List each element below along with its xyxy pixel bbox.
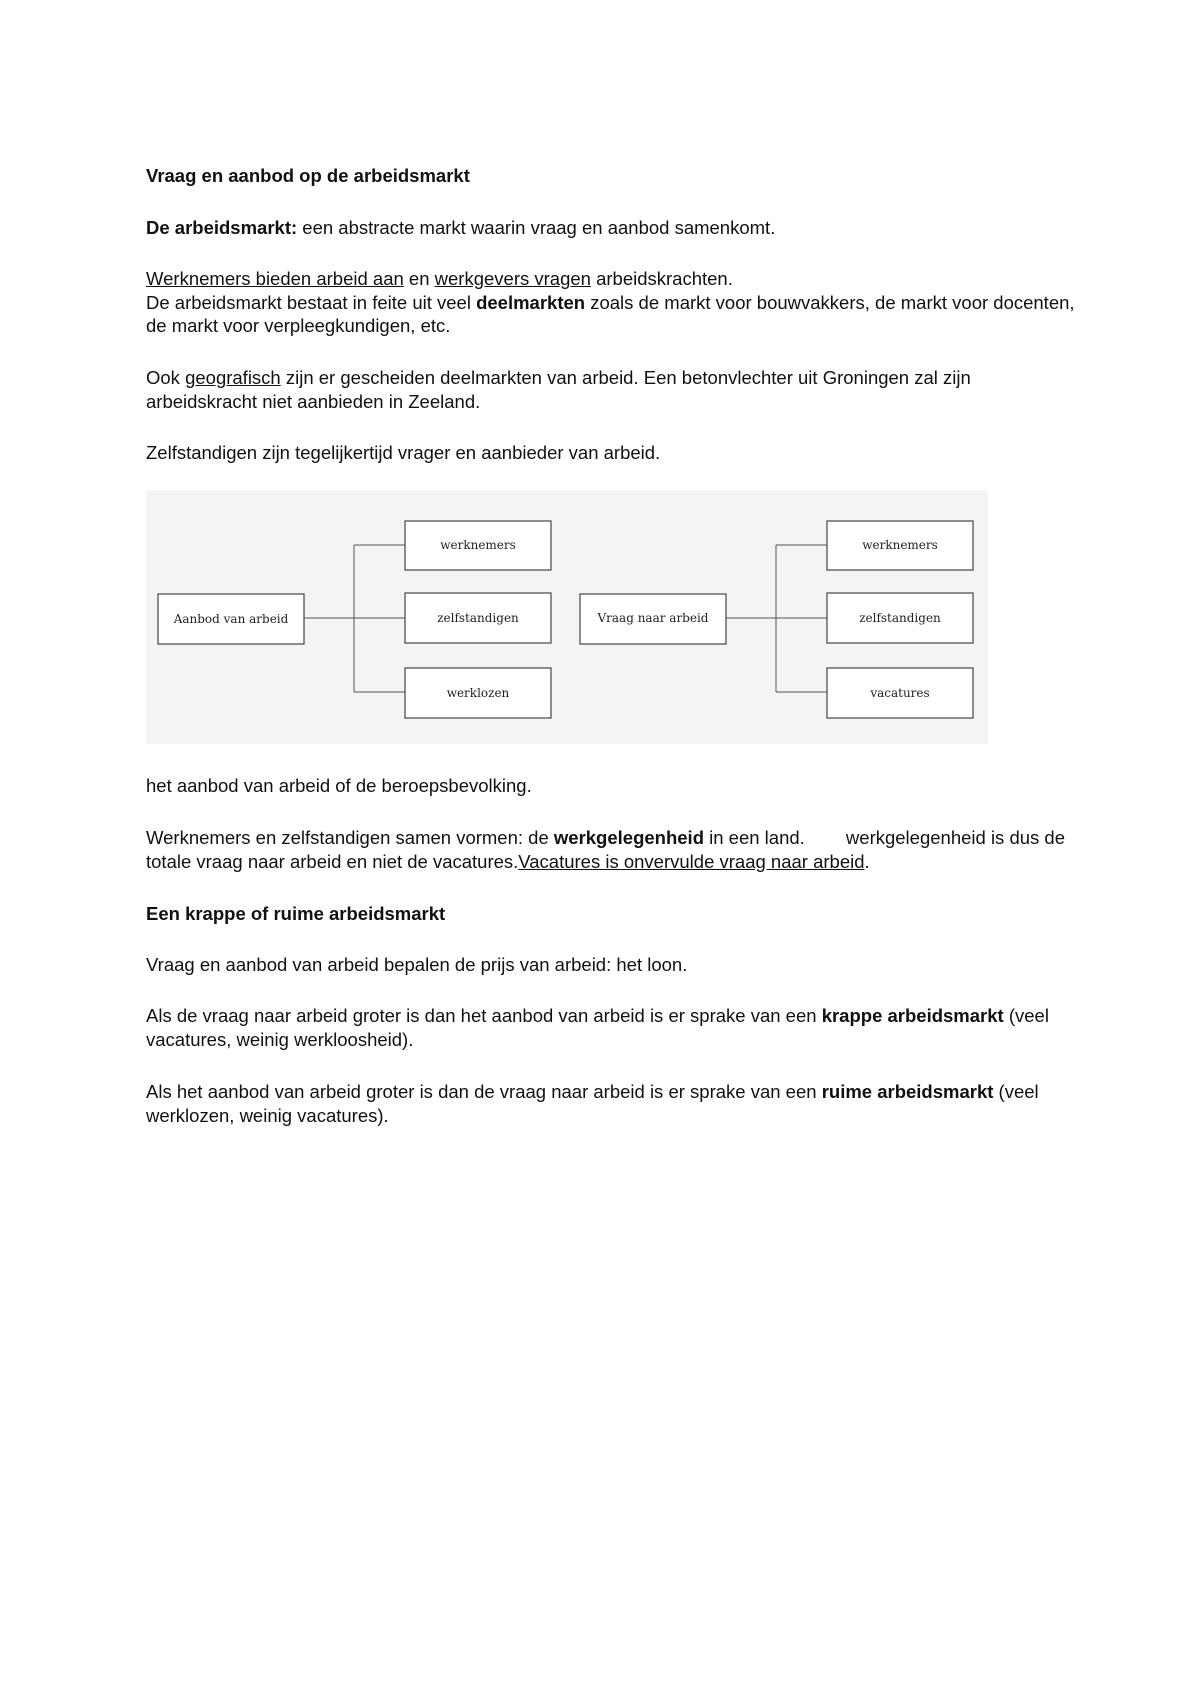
- supply-child-label: zelfstandigen: [437, 611, 519, 625]
- demand-child-label: vacatures: [870, 686, 930, 700]
- paragraph-3: Zelfstandigen zijn tegelijkertijd vrager en aanbieder van arbeid.: [146, 442, 661, 463]
- text-span: in een land. werkgelegenheid is dus de totale vraag naar arbeid en niet de vacatures.: [146, 827, 1071, 872]
- definition-term: De arbeidsmarkt:: [146, 217, 298, 238]
- text-span: .: [864, 850, 870, 872]
- bold-term: deelmarkten: [476, 291, 586, 313]
- paragraph-7: [146, 1004, 1076, 1051]
- bold-term: krappe arbeidsmarkt: [821, 1005, 1004, 1026]
- paragraph-1: [146, 267, 1076, 338]
- labor-market-diagram: [146, 490, 988, 744]
- section-heading: Een krappe of ruime arbeidsmarkt: [146, 903, 446, 924]
- text-span: Als het aanbod van arbeid groter is dan de vraag naar arbeid is er sprake van een: [146, 1081, 822, 1102]
- text-span: Werknemers en zelfstandigen samen vormen: de: [146, 827, 554, 848]
- underlined-phrase: Werknemers bieden arbeid aan: [146, 268, 404, 289]
- text-span: zijn er gescheiden deelmarkten van arbeid. Een betonvlechter uit Groningen zal zijn arbeidskracht niet aanbieden in Zeeland.: [146, 367, 971, 412]
- text-span: Als de vraag naar arbeid groter is dan het aanbod van arbeid is er sprake van een: [146, 1005, 822, 1026]
- underlined-phrase: Vacatures is onvervulde vraag naar arbeid: [518, 850, 865, 872]
- page-title: Vraag en aanbod op de arbeidsmarkt: [146, 165, 470, 186]
- text-span: en: [403, 268, 435, 289]
- paragraph-6: Vraag en aanbod van arbeid bepalen de prijs van arbeid: het loon.: [146, 954, 688, 975]
- bold-term: werkgelegenheid: [553, 827, 704, 848]
- text-span: (veel werklozen, weinig vacatures).: [146, 1081, 1039, 1126]
- underlined-phrase: geografisch: [185, 367, 281, 388]
- text-span: De arbeidsmarkt bestaat in feite uit veel: [146, 291, 477, 313]
- definition-paragraph: [146, 216, 1076, 240]
- supply-root-label: Aanbod van arbeid: [173, 612, 289, 626]
- supply-child-label: werklozen: [446, 686, 510, 700]
- paragraph-5: [146, 826, 1076, 873]
- paragraph-4: het aanbod van arbeid of de beroepsbevolking.: [146, 775, 532, 796]
- text-span: (veel vacatures, weinig werkloosheid).: [146, 1005, 1049, 1050]
- text-span: arbeidskrachten.: [590, 268, 733, 289]
- paragraph-8: [146, 1080, 1076, 1127]
- supply-child-label: werknemers: [440, 538, 516, 552]
- bold-term: ruime arbeidsmarkt: [821, 1081, 994, 1102]
- paragraph-2: [146, 366, 1076, 413]
- demand-root-label: Vraag naar arbeid: [597, 611, 709, 625]
- text-span: Ook: [146, 367, 186, 388]
- underlined-phrase: werkgevers vragen: [434, 268, 591, 289]
- demand-child-label: zelfstandigen: [859, 611, 941, 625]
- text-span: zoals de markt voor bouwvakkers, de markt voor docenten, de markt voor verpleegkundigen, etc.: [146, 291, 1075, 336]
- demand-child-label: werknemers: [862, 538, 938, 552]
- definition-text: een abstracte markt waarin vraag en aanbod samenkomt.: [297, 217, 776, 238]
